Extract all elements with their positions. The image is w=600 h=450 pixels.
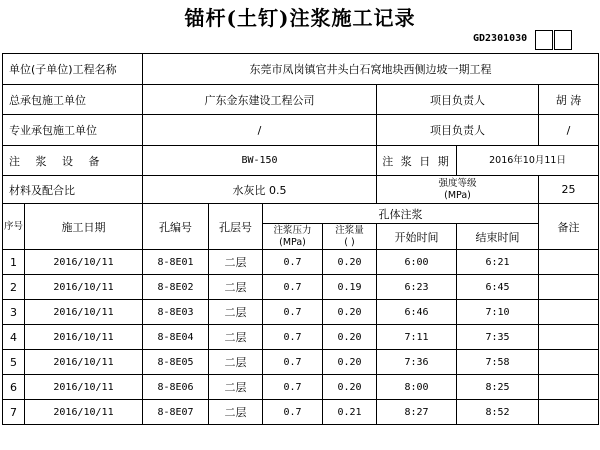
code-box-1[interactable] xyxy=(535,30,553,50)
row-layer: 二层 xyxy=(209,250,263,275)
row-pressure: 0.7 xyxy=(263,250,323,275)
row-date: 2016/10/11 xyxy=(25,325,143,350)
row-start: 6:23 xyxy=(377,275,457,300)
table-row xyxy=(3,250,599,275)
pm2-value: / xyxy=(539,115,599,146)
row-end: 7:58 xyxy=(457,350,539,375)
table-row xyxy=(3,375,599,400)
unit-value: 东莞市凤岗镇官井头白石窝地块西侧边坡一期工程 xyxy=(143,54,599,85)
col-end: 结束时间 xyxy=(457,224,539,250)
col-seq: 序号 xyxy=(3,204,25,250)
row-seq: 7 xyxy=(3,400,25,425)
row-volume: 0.20 xyxy=(323,250,377,275)
form-code: GD2301030 xyxy=(473,33,528,44)
row-date: 2016/10/11 xyxy=(25,350,143,375)
pm-label: 项目负责人 xyxy=(377,85,539,115)
row-pressure: 0.7 xyxy=(263,300,323,325)
equip-value: BW-150 xyxy=(143,146,377,176)
date-value: 2016年10月11日 xyxy=(457,146,599,176)
row-start: 6:46 xyxy=(377,300,457,325)
row-date: 2016/10/11 xyxy=(25,275,143,300)
row-hole: 8-8E02 xyxy=(143,275,209,300)
sub-value: / xyxy=(143,115,377,146)
row-start: 8:27 xyxy=(377,400,457,425)
row-start: 6:00 xyxy=(377,250,457,275)
col-layer: 孔层号 xyxy=(209,204,263,250)
row-hole: 8-8E04 xyxy=(143,325,209,350)
row-volume: 0.20 xyxy=(323,300,377,325)
row-pressure: 0.7 xyxy=(263,400,323,425)
col-pressure: 注浆压力 xyxy=(273,224,312,236)
row-layer: 二层 xyxy=(209,400,263,425)
row-end: 6:45 xyxy=(457,275,539,300)
date-label: 注 浆 日 期 xyxy=(377,146,457,176)
row-remark xyxy=(539,350,599,375)
row-end: 8:52 xyxy=(457,400,539,425)
row-volume: 0.20 xyxy=(323,375,377,400)
gc-label: 总承包施工单位 xyxy=(3,85,143,115)
row-layer: 二层 xyxy=(209,375,263,400)
row-date: 2016/10/11 xyxy=(25,375,143,400)
row-volume: 0.20 xyxy=(323,325,377,350)
row-seq: 1 xyxy=(3,250,25,275)
row-volume: 0.19 xyxy=(323,275,377,300)
row-pressure: 0.7 xyxy=(263,325,323,350)
grade-label-cell xyxy=(377,176,539,204)
row-end: 6:21 xyxy=(457,250,539,275)
grade-value: 25 xyxy=(539,176,599,204)
row-start: 7:36 xyxy=(377,350,457,375)
col-pressure-unit: (MPa) xyxy=(279,236,306,248)
row-start: 7:11 xyxy=(377,325,457,350)
row-pressure: 0.7 xyxy=(263,375,323,400)
record-table xyxy=(2,53,599,425)
row-date: 2016/10/11 xyxy=(25,300,143,325)
table-row xyxy=(3,300,599,325)
row-seq: 3 xyxy=(3,300,25,325)
row-layer: 二层 xyxy=(209,275,263,300)
row-pressure: 0.7 xyxy=(263,275,323,300)
row-remark xyxy=(539,300,599,325)
pm-value: 胡 涛 xyxy=(539,85,599,115)
col-start: 开始时间 xyxy=(377,224,457,250)
col-pressure-cell xyxy=(263,224,323,250)
row-hole: 8-8E01 xyxy=(143,250,209,275)
row-layer: 二层 xyxy=(209,300,263,325)
row-remark xyxy=(539,275,599,300)
col-remark: 备注 xyxy=(539,204,599,250)
equip-label: 注 浆 设 备 xyxy=(3,146,143,176)
row-date: 2016/10/11 xyxy=(25,250,143,275)
row-hole: 8-8E07 xyxy=(143,400,209,425)
mat-label: 材料及配合比 xyxy=(3,176,143,204)
col-hole: 孔编号 xyxy=(143,204,209,250)
row-remark xyxy=(539,325,599,350)
row-layer: 二层 xyxy=(209,325,263,350)
row-end: 7:10 xyxy=(457,300,539,325)
row-start: 8:00 xyxy=(377,375,457,400)
row-remark xyxy=(539,375,599,400)
col-group: 孔体注浆 xyxy=(263,204,539,224)
row-remark xyxy=(539,400,599,425)
table-row xyxy=(3,400,599,425)
table-row xyxy=(3,275,599,300)
row-volume: 0.20 xyxy=(323,350,377,375)
col-volume-unit: ( ) xyxy=(344,236,355,248)
row-end: 8:25 xyxy=(457,375,539,400)
pm2-label: 项目负责人 xyxy=(377,115,539,146)
row-end: 7:35 xyxy=(457,325,539,350)
gc-value: 广东金东建设工程公司 xyxy=(143,85,377,115)
row-pressure: 0.7 xyxy=(263,350,323,375)
unit-label: 单位(子单位)工程名称 xyxy=(3,54,143,85)
table-row xyxy=(3,325,599,350)
row-seq: 2 xyxy=(3,275,25,300)
sub-label: 专业承包施工单位 xyxy=(3,115,143,146)
row-hole: 8-8E06 xyxy=(143,375,209,400)
row-seq: 6 xyxy=(3,375,25,400)
col-date: 施工日期 xyxy=(25,204,143,250)
table-row xyxy=(3,350,599,375)
col-volume-cell xyxy=(323,224,377,250)
row-remark xyxy=(539,250,599,275)
row-hole: 8-8E05 xyxy=(143,350,209,375)
row-hole: 8-8E03 xyxy=(143,300,209,325)
data-rows xyxy=(3,250,599,425)
row-layer: 二层 xyxy=(209,350,263,375)
row-seq: 4 xyxy=(3,325,25,350)
page-title: 锚杆(土钉)注浆施工记录 xyxy=(184,6,416,30)
grade-unit: (MPa) xyxy=(444,189,471,201)
code-box-2[interactable] xyxy=(554,30,572,50)
row-seq: 5 xyxy=(3,350,25,375)
row-volume: 0.21 xyxy=(323,400,377,425)
row-date: 2016/10/11 xyxy=(25,400,143,425)
grade-label: 强度等级 xyxy=(438,177,477,189)
col-volume: 注浆量 xyxy=(335,224,364,236)
mat-value: 水灰比 0.5 xyxy=(143,176,377,204)
